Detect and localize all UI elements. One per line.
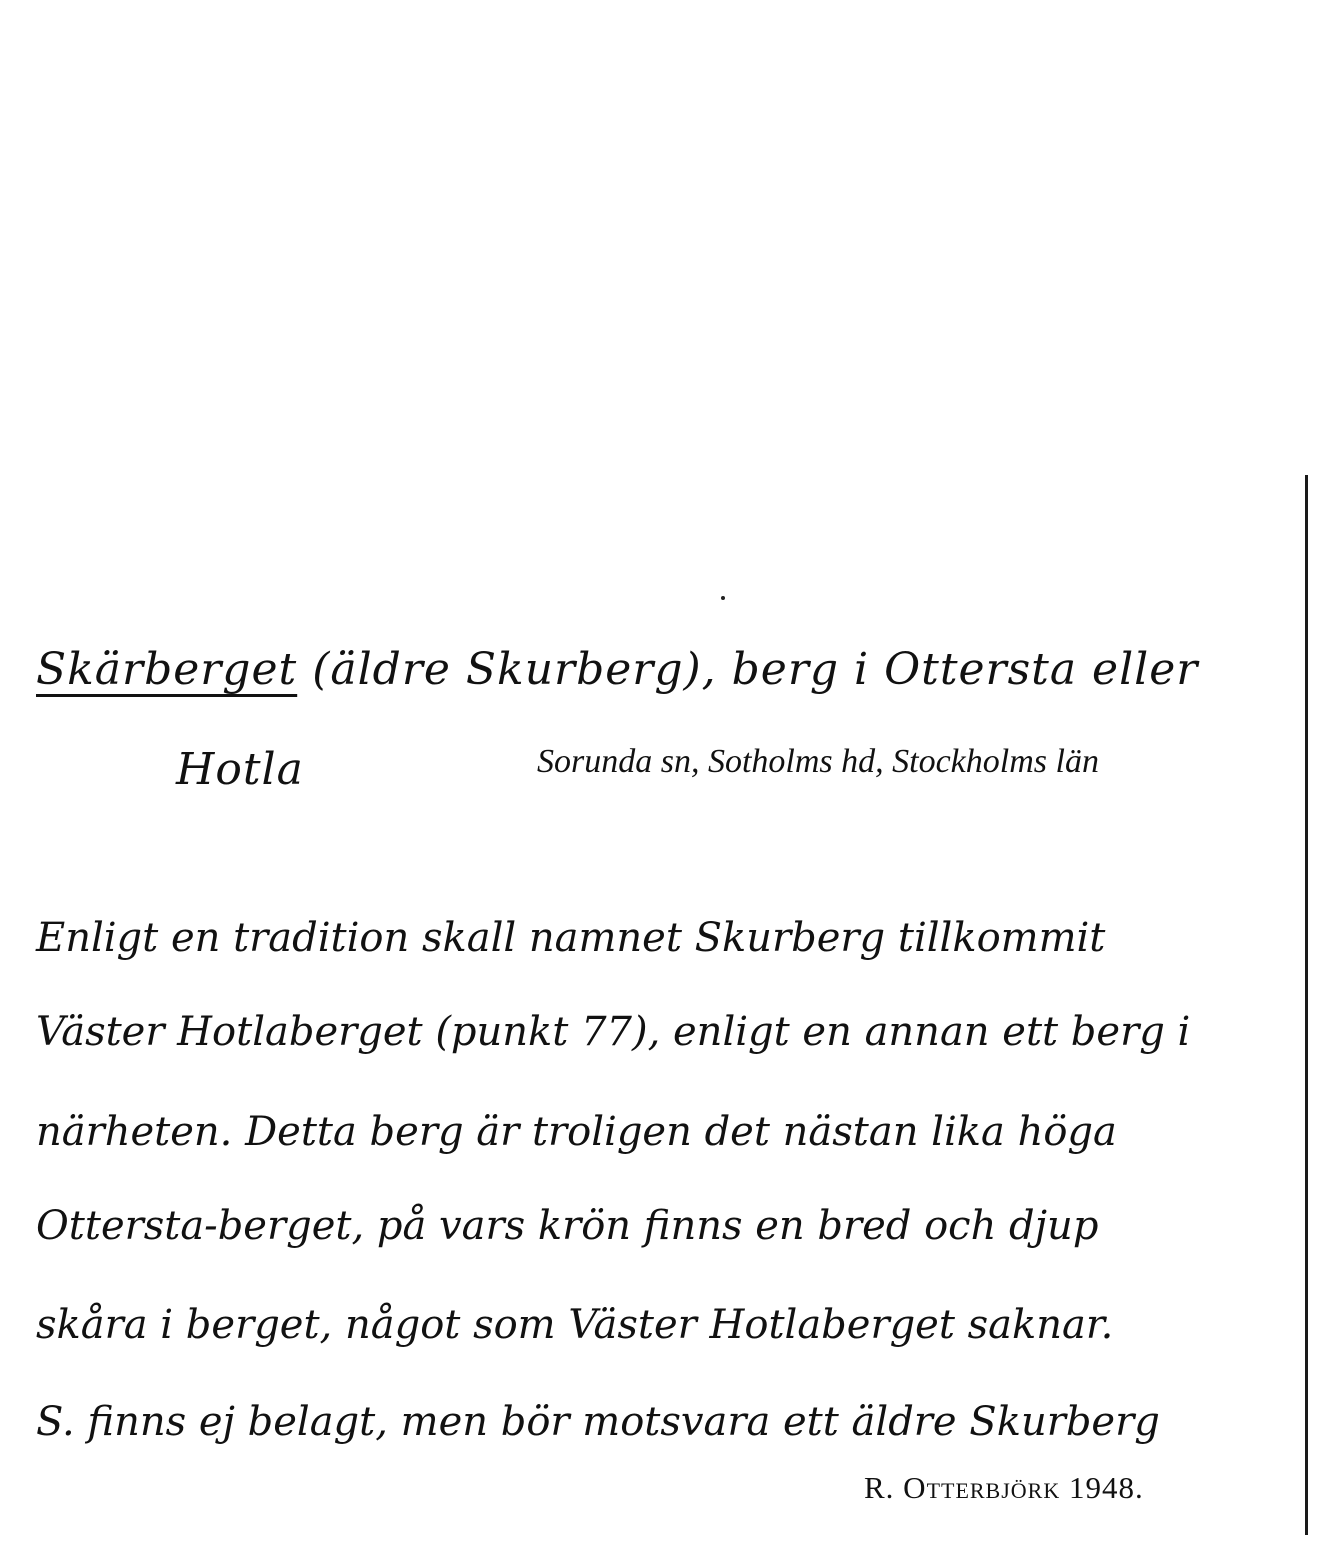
headword: Skärberget xyxy=(36,644,298,695)
body-line-1: Enligt en tradition skall namnet Skurberg tillkommit xyxy=(36,915,1106,961)
body-line-2: Väster Hotlaberget (punkt 77), enligt en annan ett berg i xyxy=(36,1009,1191,1055)
ink-speck xyxy=(721,596,725,600)
card-edge-line xyxy=(1305,475,1308,1535)
heading-line-2: Hotla xyxy=(176,744,304,795)
heading-line-1 xyxy=(36,644,1199,695)
body-line-3: närheten. Detta berg är troligen det nästan lika höga xyxy=(36,1109,1117,1155)
body-line-6: S. finns ej belagt, men bör motsvara ett äldre Skurberg xyxy=(36,1399,1160,1445)
heading-rest: (äldre Skurberg), berg i Ottersta eller xyxy=(312,644,1199,695)
body-line-5: skåra i berget, något som Väster Hotlaberget saknar. xyxy=(36,1302,1114,1348)
location-line: Sorunda sn, Sotholms hd, Stockholms län xyxy=(537,743,1099,780)
author-signature: R. Otterbjörk 1948. xyxy=(864,1470,1144,1505)
body-line-4: Ottersta-berget, på vars krön finns en bred och djup xyxy=(36,1203,1099,1249)
